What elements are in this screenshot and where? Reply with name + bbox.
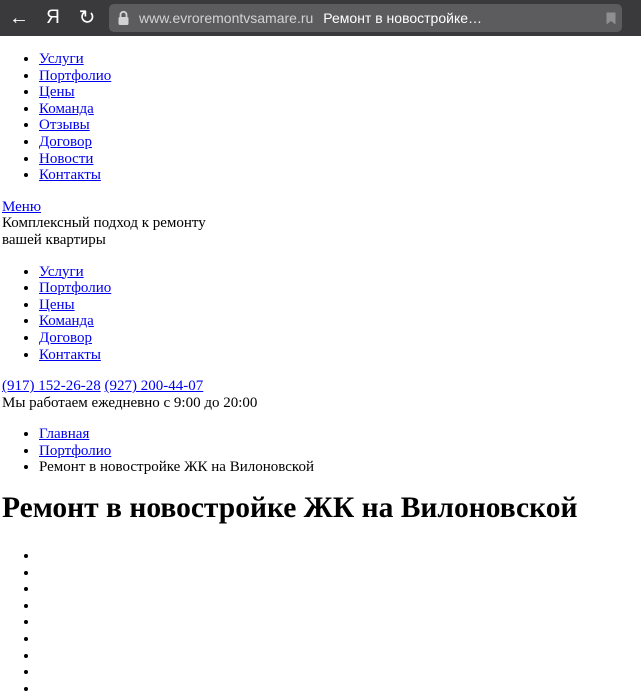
tab-title: Ремонт в новостройке… (323, 9, 483, 26)
list-item (39, 598, 641, 615)
top-nav-link-services[interactable]: Услуги (39, 51, 84, 67)
top-nav-item-contract (39, 134, 641, 151)
top-nav-link-reviews[interactable]: Отзывы (39, 117, 90, 134)
working-hours: Мы работаем ежедневно с 9:00 до 20:00 (2, 394, 258, 411)
secondary-nav-link-prices[interactable]: Цены (39, 296, 75, 313)
top-nav-item-portfolio (39, 68, 641, 85)
top-nav-item-contacts (39, 167, 641, 184)
list-item (39, 581, 641, 598)
secondary-nav-link-contacts[interactable]: Контакты (39, 346, 101, 363)
url-domain: www.evroremontvsamare.ru (139, 9, 314, 26)
top-nav-link-prices[interactable]: Цены (39, 84, 75, 101)
breadcrumb-item-portfolio (39, 443, 641, 460)
contacts-block (2, 378, 641, 411)
secondary-nav-item-contract (39, 330, 641, 347)
breadcrumb-item-home (39, 426, 641, 443)
top-nav (0, 51, 641, 184)
yandex-logo-icon[interactable]: Я (46, 6, 60, 28)
list-item (39, 565, 641, 582)
list-item (39, 681, 641, 697)
header-block (2, 199, 641, 249)
top-nav-item-services (39, 51, 641, 68)
top-nav-item-team (39, 101, 641, 118)
lock-icon (117, 10, 130, 26)
tagline-line-1: Комплексный подход к ремонту (2, 215, 206, 232)
page-title: Ремонт в новостройке ЖК на Вилоновской (2, 492, 578, 525)
top-nav-item-reviews (39, 117, 641, 134)
breadcrumb-link-home[interactable]: Главная (39, 426, 90, 443)
secondary-nav-item-prices (39, 297, 641, 314)
top-nav-link-contract[interactable]: Договор (39, 133, 92, 150)
address-bar[interactable] (109, 4, 622, 32)
browser-toolbar (0, 0, 641, 36)
breadcrumb-link-portfolio[interactable]: Портфолио (39, 442, 112, 459)
list-item (39, 648, 641, 665)
tagline-line-2: вашей квартиры (2, 231, 106, 248)
bookmark-icon[interactable] (606, 12, 616, 25)
secondary-nav-item-portfolio (39, 280, 641, 297)
breadcrumb-item-current: • Ремонт в новостройке ЖК на Вилоновской (39, 459, 641, 476)
secondary-nav-link-services[interactable]: Услуги (39, 263, 84, 280)
reload-icon[interactable]: ↻ (78, 6, 96, 29)
secondary-nav-item-team (39, 313, 641, 330)
phones-line (2, 378, 641, 395)
secondary-nav (0, 264, 641, 364)
list-item (39, 548, 641, 565)
top-nav-link-team[interactable]: Команда (39, 100, 94, 117)
breadcrumb (0, 426, 641, 476)
top-nav-link-portfolio[interactable]: Портфолио (39, 67, 112, 84)
list-item (39, 631, 641, 648)
back-arrow-icon[interactable]: ← (9, 6, 29, 29)
list-item (39, 664, 641, 681)
list-item (39, 614, 641, 631)
secondary-nav-link-team[interactable]: Команда (39, 313, 94, 330)
gallery-list (0, 548, 641, 697)
top-nav-item-prices (39, 84, 641, 101)
phone-link-2[interactable]: (927) 200-44-07 (104, 378, 204, 395)
top-nav-link-news[interactable]: Новости (39, 150, 94, 167)
top-nav-item-news (39, 151, 641, 168)
secondary-nav-item-contacts (39, 347, 641, 364)
secondary-nav-link-portfolio[interactable]: Портфолио (39, 280, 112, 297)
menu-toggle-link[interactable]: Меню (2, 198, 42, 215)
secondary-nav-item-services (39, 264, 641, 281)
phone-link-1[interactable]: (917) 152-26-28 (2, 378, 101, 395)
secondary-nav-link-contract[interactable]: Договор (39, 329, 92, 346)
top-nav-link-contacts[interactable]: Контакты (39, 167, 101, 184)
